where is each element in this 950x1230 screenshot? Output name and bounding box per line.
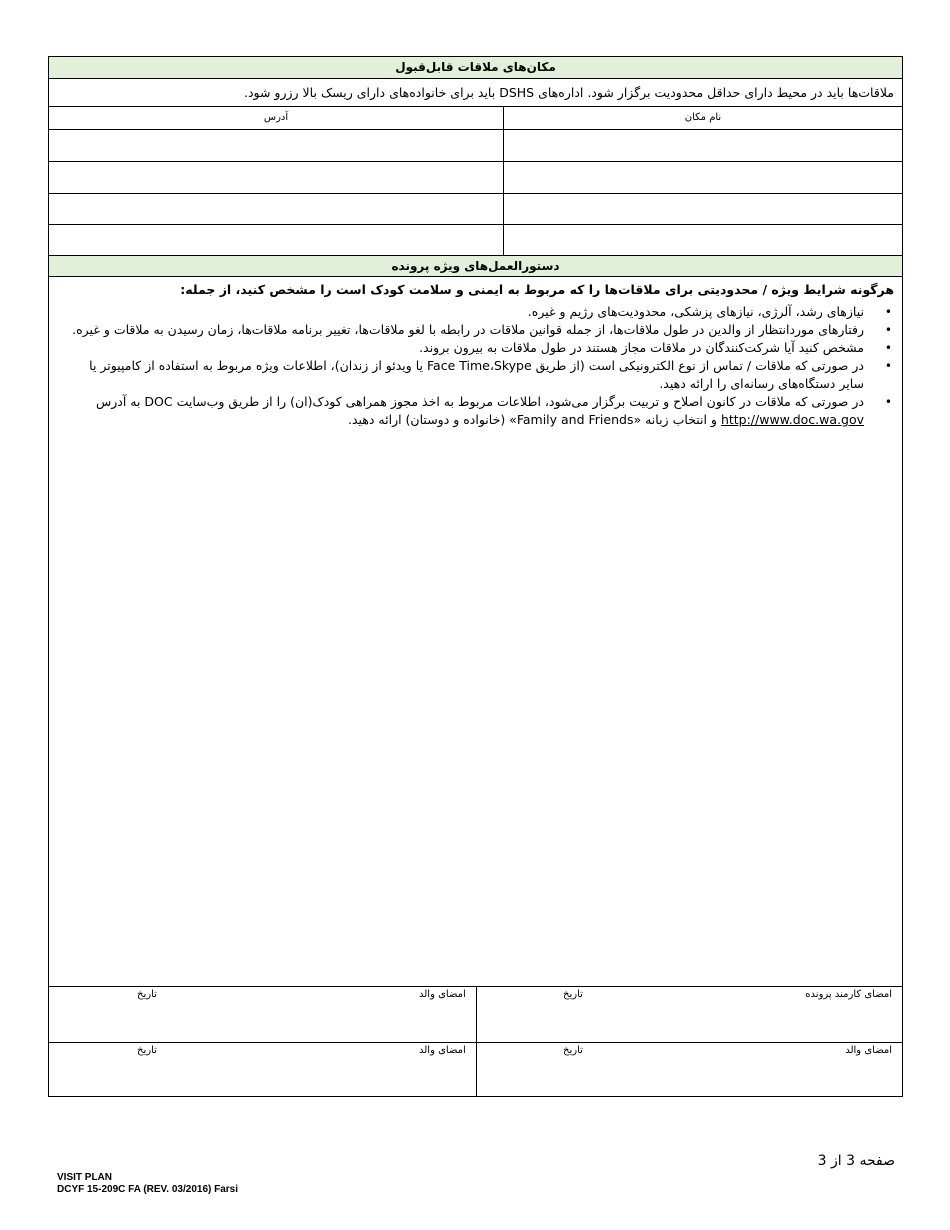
parent-signature-label: امضای والد bbox=[419, 989, 466, 1000]
divider bbox=[49, 193, 902, 194]
address-column-header: آدرس bbox=[263, 112, 289, 123]
visit-plan-form bbox=[48, 56, 903, 1097]
caseworker-signature-field[interactable] bbox=[479, 1003, 899, 1039]
divider bbox=[49, 161, 902, 162]
list-item: • مشخص کنید آیا شرکت‌کنندگان در ملاقات مجاز هستند در طول ملاقات به بیرون بروند. bbox=[69, 339, 864, 357]
doc-text-start: در صورتی که ملاقات در کانون اصلاح و تربیت برگزار می‌شود، اطلاعات مربوط به اخذ مجوز همراهی کودک(ان) را از طریق وب‌سایت DOC به آدرس bbox=[95, 394, 864, 409]
doc-website-link[interactable]: http://www.doc.wa.gov bbox=[720, 412, 864, 427]
list-item: • نیازهای رشد، آلرژی، نیازهای پزشکی، محدودیت‌های رژیم و غیره. bbox=[69, 303, 864, 321]
form-code: DCYF 15-209C FA (REV. 03/2016) Farsi bbox=[57, 1184, 239, 1195]
form-title: VISIT PLAN bbox=[57, 1172, 113, 1183]
page-number: صفحه 3 از 3 bbox=[817, 1153, 895, 1169]
address-input-2[interactable] bbox=[51, 163, 501, 193]
place-name-column-header: نام مکان bbox=[684, 112, 722, 123]
address-input-4[interactable] bbox=[51, 226, 501, 254]
instructions-text[interactable] bbox=[69, 279, 894, 429]
form-footer bbox=[57, 1172, 238, 1196]
divider bbox=[49, 106, 902, 107]
parent-signature-label: امضای والد bbox=[419, 1045, 466, 1056]
place-name-input-1[interactable] bbox=[506, 131, 900, 161]
caseworker-signature-label: امضای کارمند پرونده bbox=[805, 989, 892, 1000]
place-name-input-4[interactable] bbox=[506, 226, 900, 254]
date-label: تاریخ bbox=[137, 989, 157, 1000]
parent-signature-field[interactable] bbox=[479, 1059, 899, 1093]
place-name-input-2[interactable] bbox=[506, 163, 900, 193]
instructions-list bbox=[69, 303, 894, 429]
date-label: تاریخ bbox=[563, 989, 583, 1000]
parent-signature-field[interactable] bbox=[51, 1003, 473, 1039]
doc-text-end: و انتخاب زبانه «Family and Friends» (خانواده و دوستان) ارائه دهید. bbox=[347, 412, 717, 427]
signature-column-divider bbox=[476, 986, 477, 1096]
locations-section-header: مکان‌های ملاقات قابل‌قبول bbox=[49, 57, 902, 79]
place-name-input-3[interactable] bbox=[506, 195, 900, 225]
list-item: • رفتارهای موردانتظار از والدین در طول ملاقات‌ها، از جمله قوانین ملاقات در رابطه با لغو ملاقات‌ها، تغییر برنامه ملاقات‌ها، زمان رسیدن به ملاقات و غیره. bbox=[69, 321, 864, 339]
address-input-1[interactable] bbox=[51, 131, 501, 161]
date-label: تاریخ bbox=[137, 1045, 157, 1056]
parent-signature-label: امضای والد bbox=[845, 1045, 892, 1056]
instructions-lead: هرگونه شرایط ویژه / محدودیتی برای ملاقات‌ها را که مربوط به ایمنی و سلامت کودک است را مشخص کنید، از جمله: bbox=[180, 282, 894, 297]
column-divider bbox=[503, 106, 504, 255]
list-item bbox=[69, 393, 864, 429]
list-item: • در صورتی که ملاقات / تماس از نوع الکترونیکی است (از طریق Face Time،Skype یا ویدئو از زندان)، اطلاعات ویژه مربوط به استفاده از کامپیوتر یا سایر دستگاه‌های رسانه‌ای را ارائه دهید. bbox=[69, 357, 864, 393]
instructions-section-header: دستورالعمل‌های ویژه پرونده bbox=[49, 255, 902, 277]
parent-signature-field[interactable] bbox=[51, 1059, 473, 1093]
date-label: تاریخ bbox=[563, 1045, 583, 1056]
divider bbox=[49, 129, 902, 130]
address-input-3[interactable] bbox=[51, 195, 501, 225]
locations-note: ملاقات‌ها باید در محیط دارای حداقل محدودیت برگزار شود. اداره‌های DSHS باید برای خانواده‌های دارای ریسک بالا رزرو شود. bbox=[243, 85, 894, 100]
